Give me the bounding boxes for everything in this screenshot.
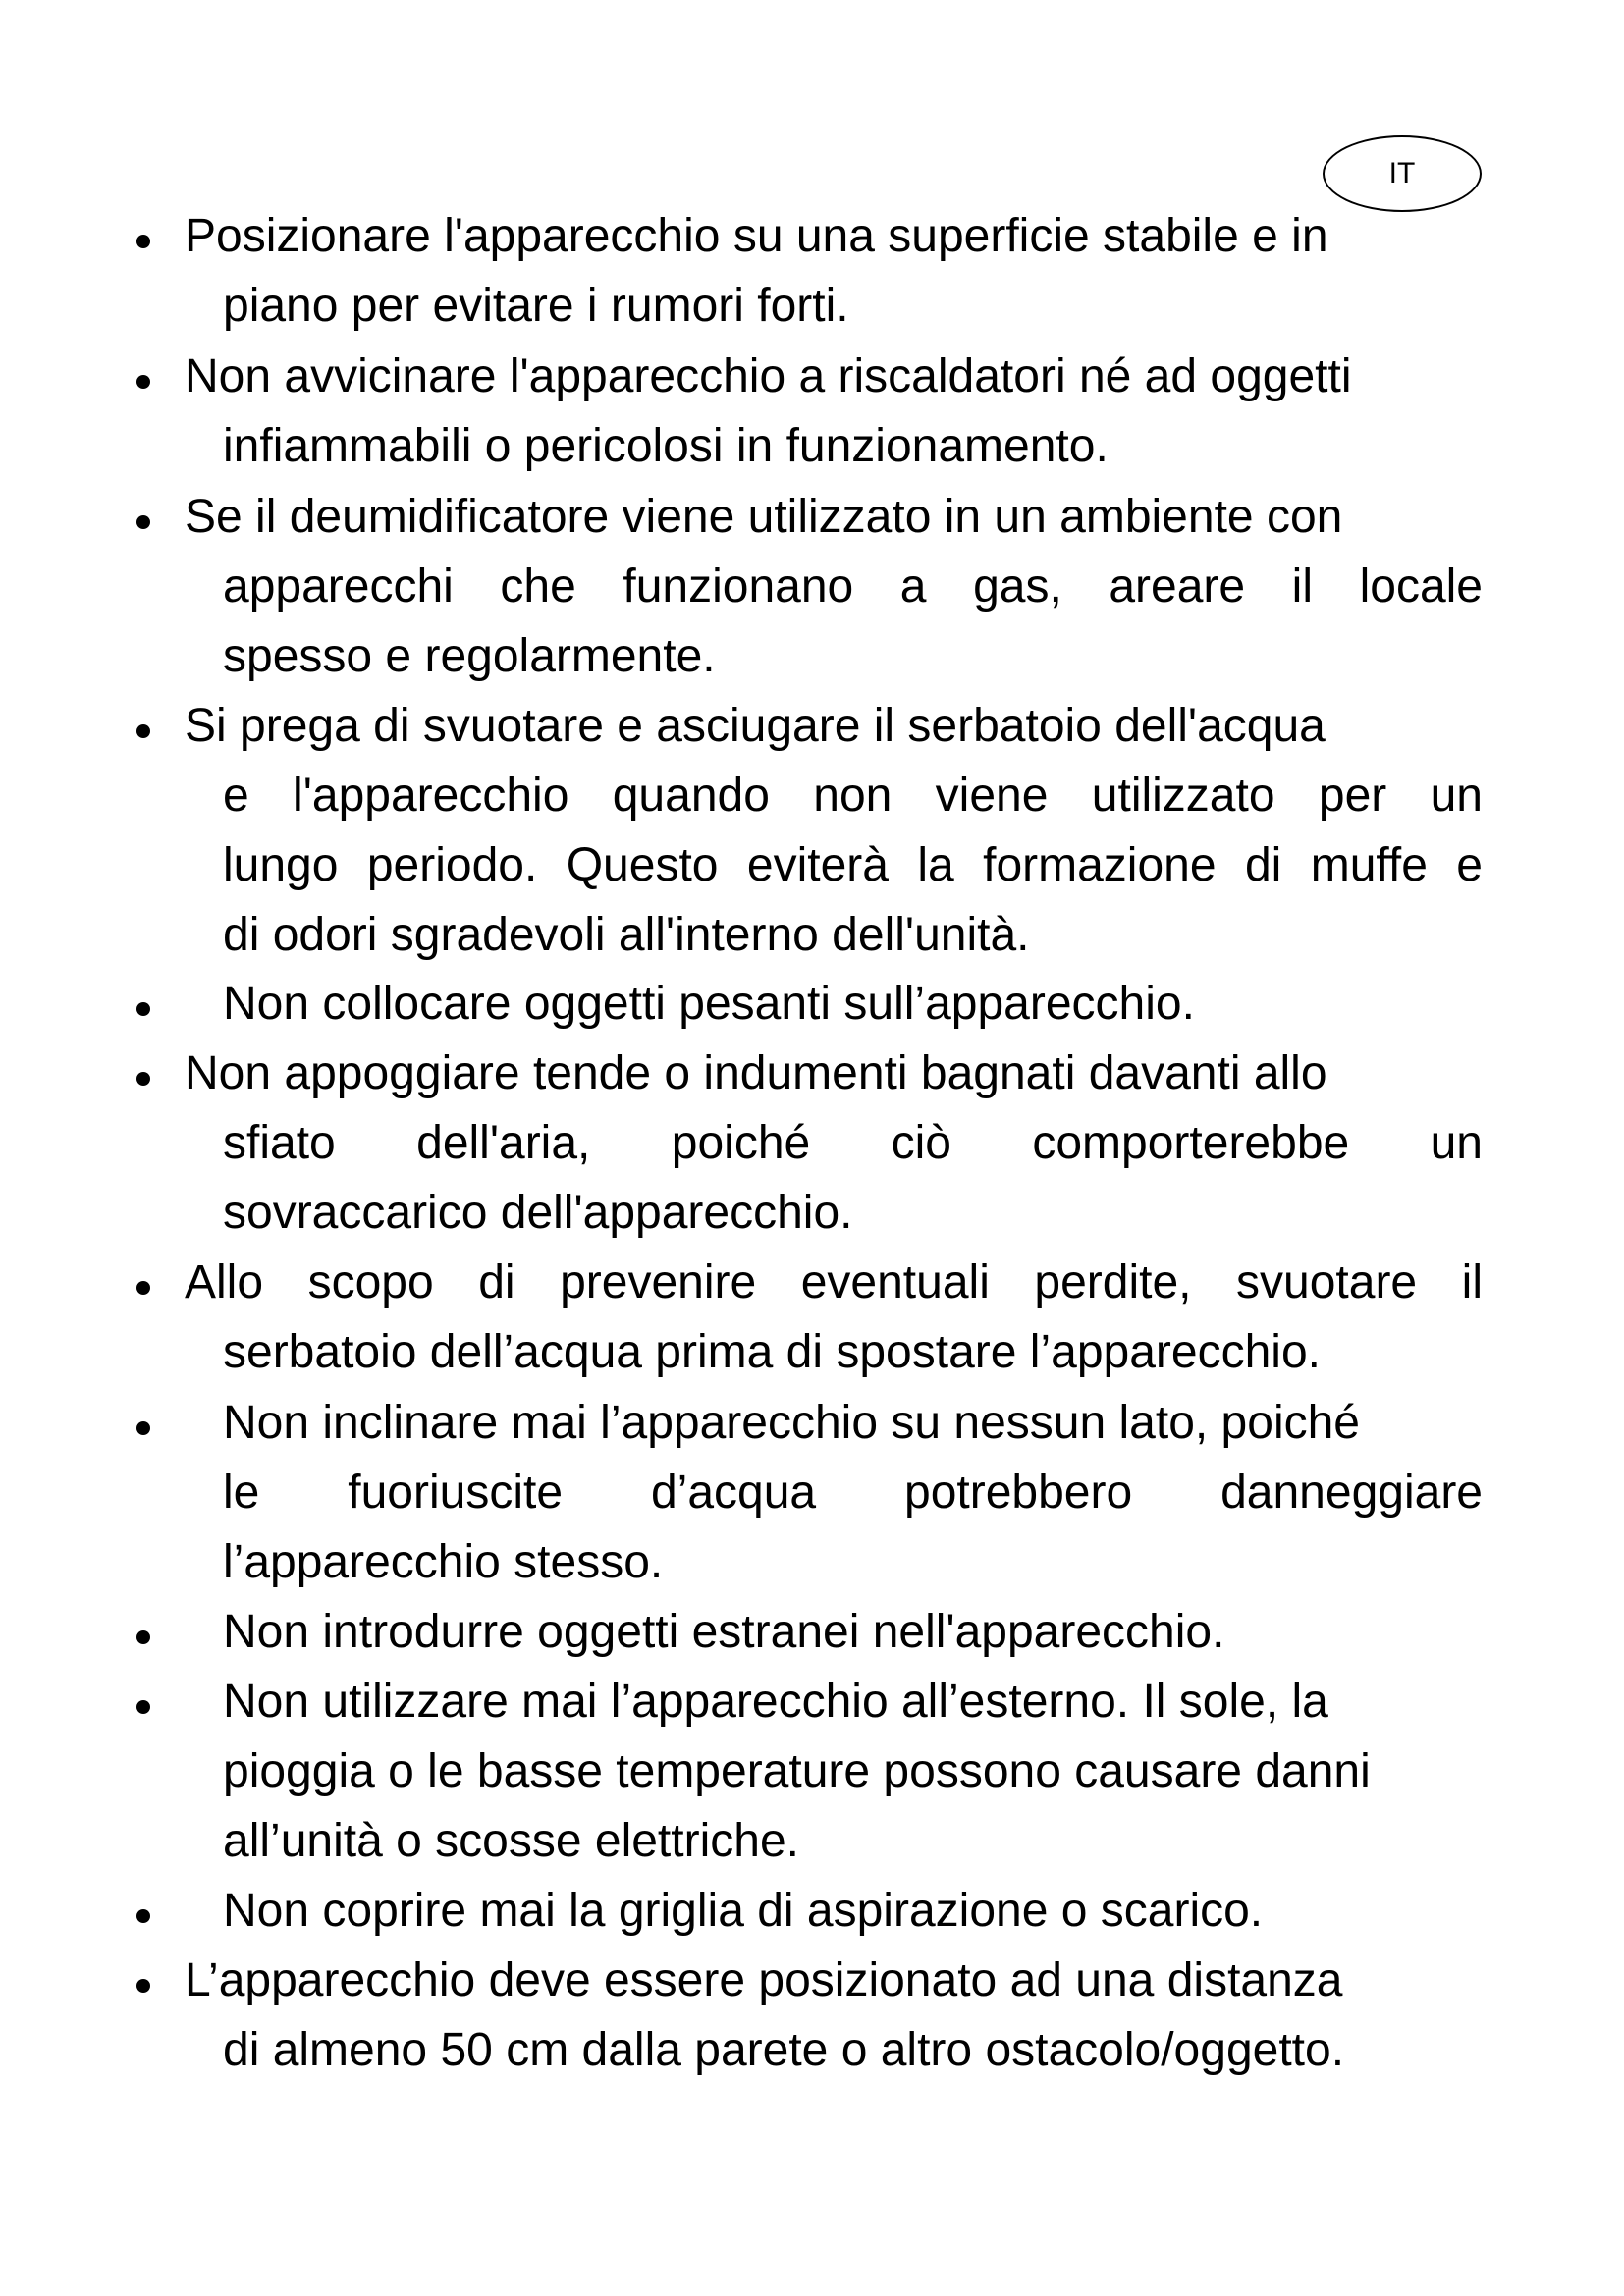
- bullet-icon: [136, 1630, 150, 1644]
- bullet-text-line: Se il deumidificatore viene utilizzato in un ambiente con: [185, 491, 1343, 543]
- bullet-icon: [136, 1909, 150, 1923]
- bullet-text-line: Non appoggiare tende o indumenti bagnati davanti allo: [185, 1047, 1327, 1099]
- bullet-text-line: Non introdurre oggetti estranei nell'apparecchio.: [223, 1606, 1225, 1658]
- bullet-text-line: serbatoio dell’acqua prima di spostare l’apparecchio.: [223, 1326, 1321, 1378]
- bullet-text-line: sfiato dell'aria, poiché ciò comporterebbe un: [223, 1117, 1483, 1169]
- bullet-text-line: di almeno 50 cm dalla parete o altro ostacolo/oggetto.: [223, 2024, 1345, 2076]
- bullet-text-line: apparecchi che funzionano a gas, areare il locale: [223, 561, 1483, 613]
- bullet-text-line: spesso e regolarmente.: [223, 630, 716, 682]
- bullet-text-line: le fuoriuscite d’acqua potrebbero danneggiare: [223, 1467, 1483, 1519]
- bullet-icon: [136, 1002, 150, 1016]
- bullet-text-line: infiammabili o pericolosi in funzionamento.: [223, 420, 1109, 472]
- bullet-text-line: Posizionare l'apparecchio su una superficie stabile e in: [185, 210, 1328, 262]
- bullet-icon: [136, 515, 150, 529]
- bullet-text-line: e l'apparecchio quando non viene utilizzato per un: [223, 770, 1483, 822]
- bullet-text-line: Si prega di svuotare e asciugare il serbatoio dell'acqua: [185, 700, 1326, 752]
- bullet-text-line: l’apparecchio stesso.: [223, 1536, 664, 1588]
- bullet-text-line: pioggia o le basse temperature possono causare danni: [223, 1745, 1371, 1797]
- bullet-text-line: lungo periodo. Questo eviterà la formazione di muffe e: [223, 839, 1483, 891]
- bullet-icon: [136, 375, 150, 389]
- bullet-text-line: all’unità o scosse elettriche.: [223, 1815, 799, 1867]
- bullet-icon: [136, 1700, 150, 1714]
- bullet-text-line: L’apparecchio deve essere posizionato ad una distanza: [185, 1954, 1343, 2006]
- bullet-icon: [136, 1979, 150, 1993]
- bullet-text-line: di odori sgradevoli all'interno dell'unità.: [223, 909, 1030, 961]
- bullet-text-line: sovraccarico dell'apparecchio.: [223, 1187, 853, 1239]
- bullet-icon: [136, 724, 150, 738]
- bullet-text-line: Non collocare oggetti pesanti sull’apparecchio.: [223, 978, 1195, 1030]
- bullet-text-line: Non inclinare mai l’apparecchio su nessun lato, poiché: [223, 1397, 1360, 1449]
- bullet-icon: [136, 1421, 150, 1435]
- bullet-text-line: piano per evitare i rumori forti.: [223, 280, 849, 332]
- bullet-icon: [136, 1281, 150, 1295]
- bullet-text-line: Non coprire mai la griglia di aspirazione o scarico.: [223, 1885, 1264, 1937]
- bullet-icon: [136, 235, 150, 248]
- bullet-text-line: Allo scopo di prevenire eventuali perdite, svuotare il: [185, 1256, 1483, 1308]
- bullet-text-line: Non utilizzare mai l’apparecchio all’esterno. Il sole, la: [223, 1676, 1328, 1728]
- language-badge: IT: [1323, 135, 1482, 212]
- bullet-text-line: Non avvicinare l'apparecchio a riscaldatori né ad oggetti: [185, 350, 1352, 402]
- bullet-icon: [136, 1072, 150, 1086]
